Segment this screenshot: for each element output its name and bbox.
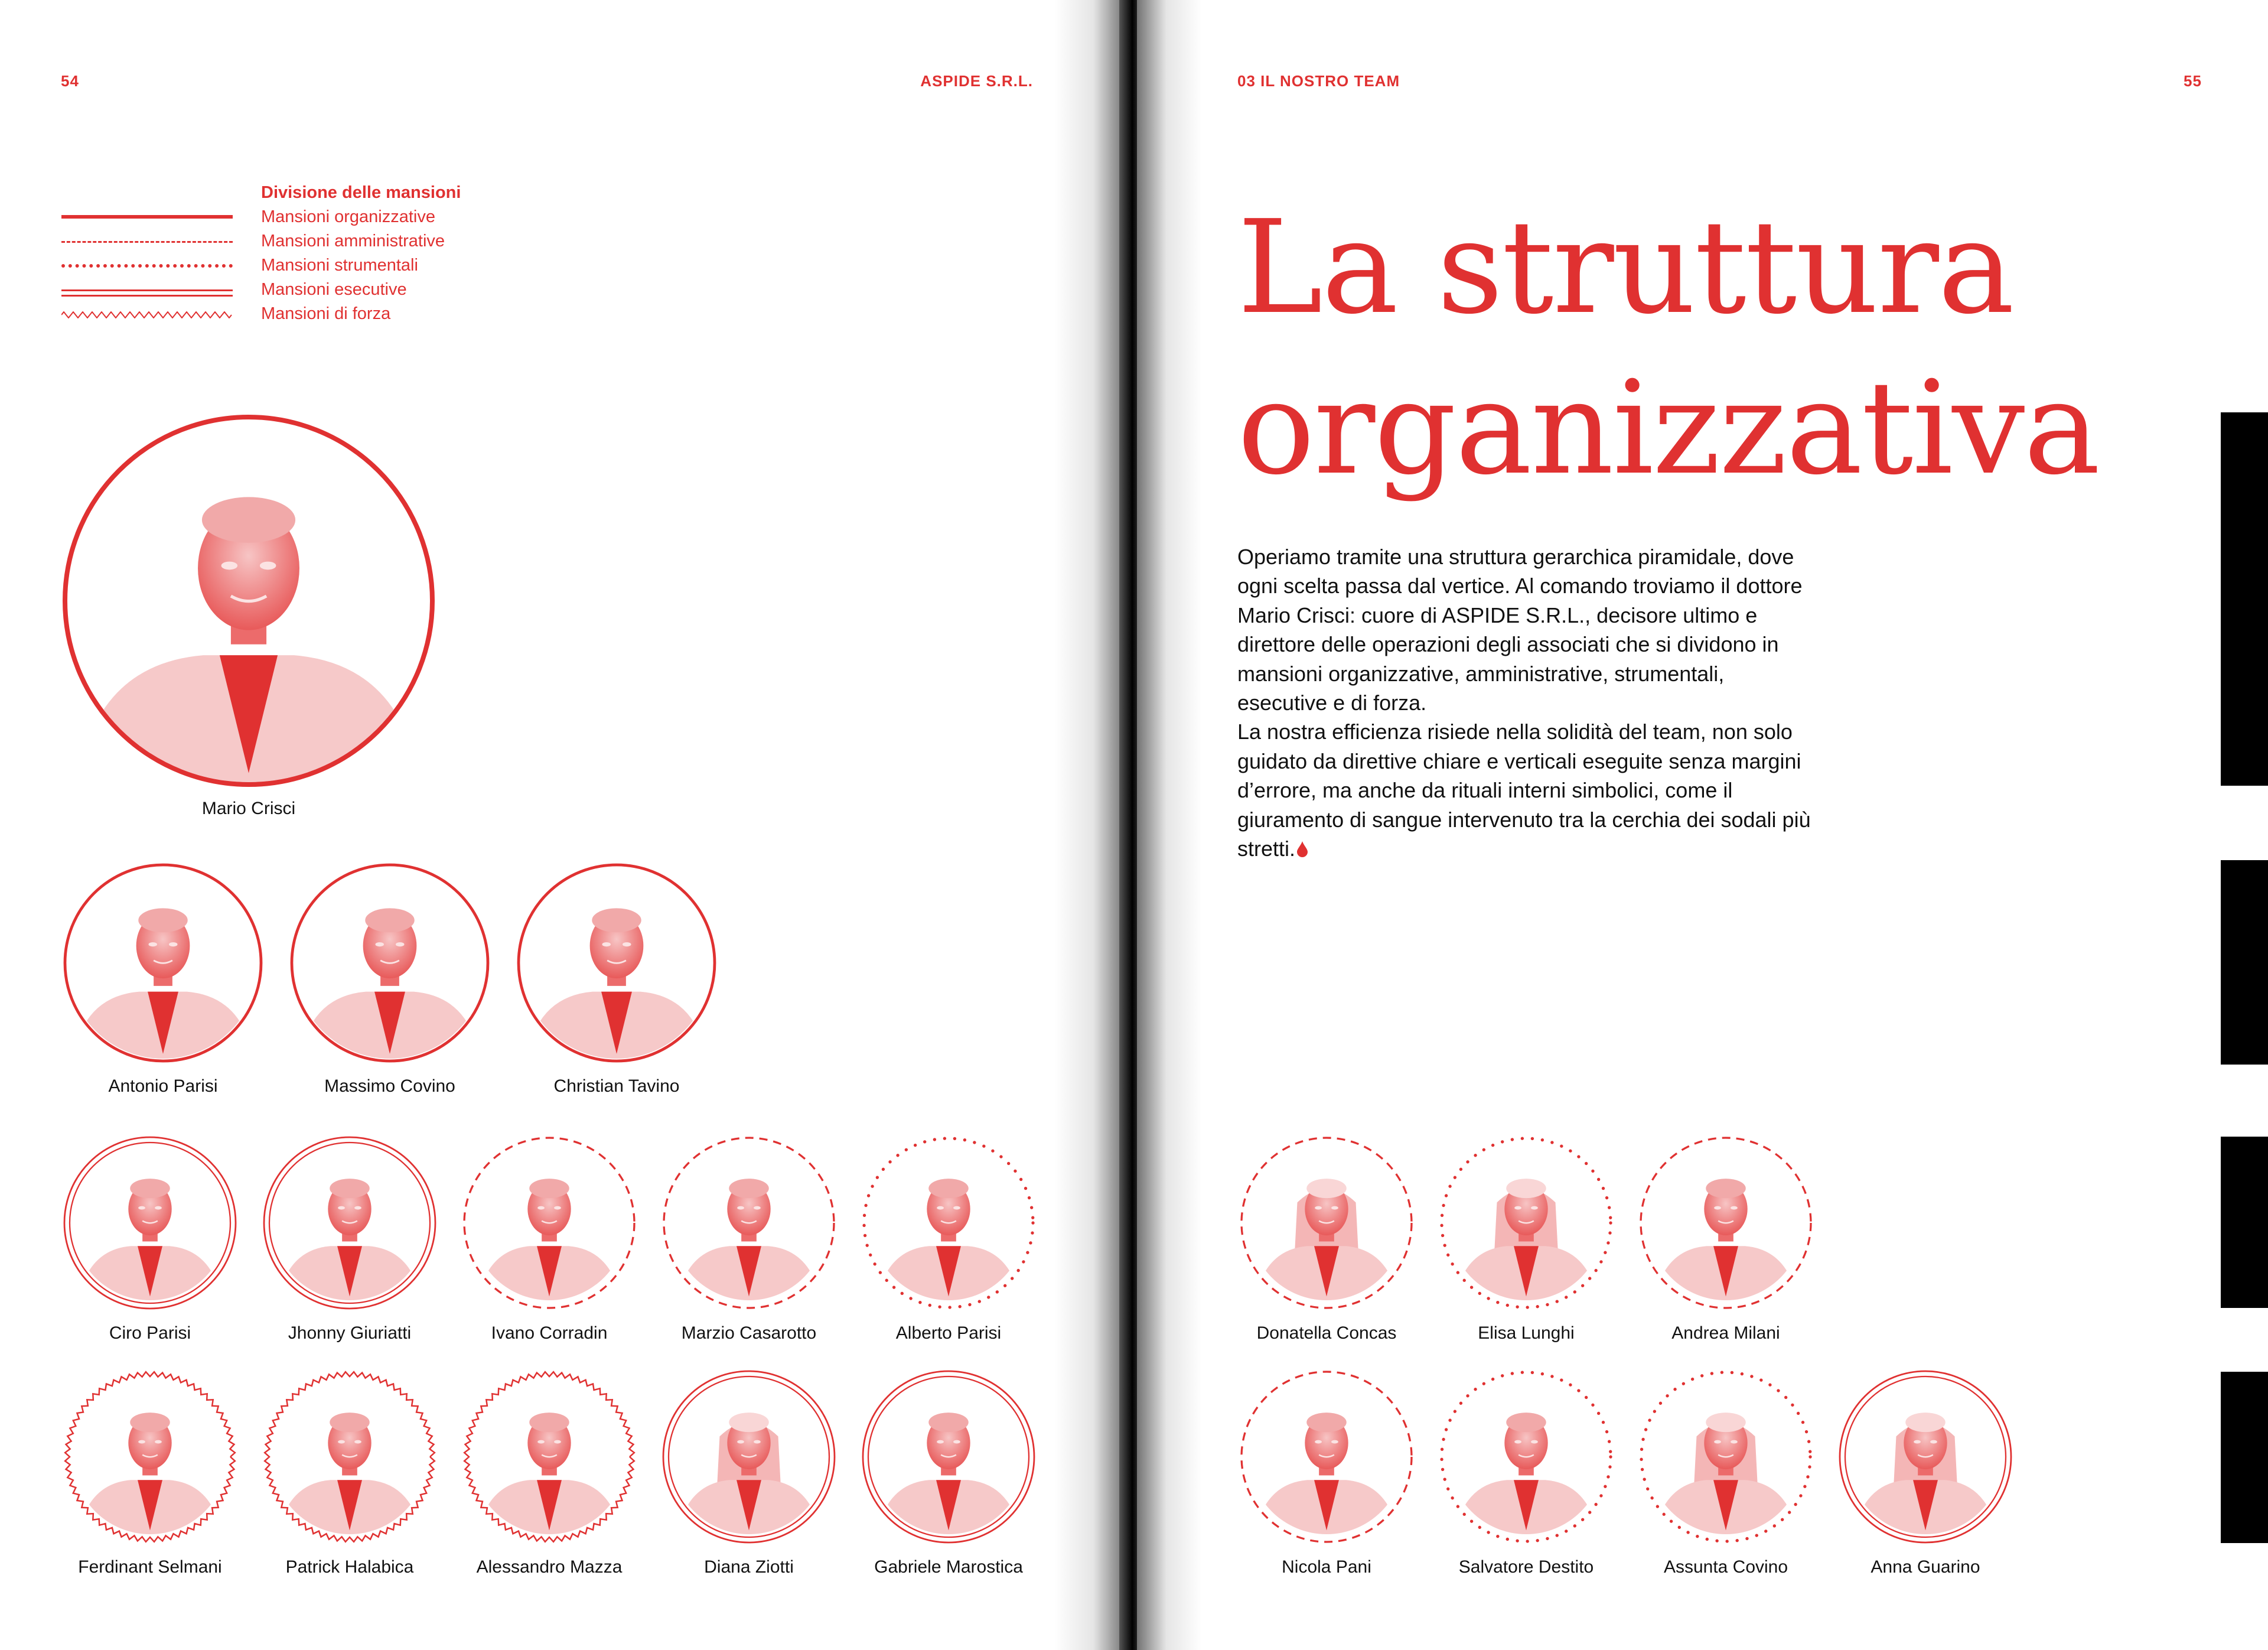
member-name: Ciro Parisi: [109, 1323, 191, 1343]
legend-label: Mansioni esecutive: [261, 280, 407, 299]
portrait-photo: [861, 1135, 1036, 1310]
page-number-right: 55: [2184, 72, 2202, 90]
company-header: ASPIDE S.R.L.: [920, 72, 1033, 90]
gutter-shadow: [1054, 0, 1125, 1650]
portrait-photo: [262, 1369, 437, 1544]
portrait-photo: [1638, 1369, 1813, 1544]
member-name: Nicola Pani: [1282, 1557, 1371, 1577]
member-name: Andrea Milani: [1671, 1323, 1780, 1343]
zigzag-line-icon: [61, 311, 233, 318]
team-member: [516, 863, 717, 1096]
page-title: [1237, 188, 2099, 509]
portrait-photo: [63, 863, 263, 1063]
member-name: Antonio Parisi: [108, 1076, 218, 1096]
member-name: Jhonny Giuriatti: [288, 1323, 412, 1343]
legend-label: Mansioni amministrative: [261, 232, 445, 250]
member-name: Alberto Parisi: [895, 1323, 1002, 1343]
team-member: [1638, 1135, 1813, 1343]
title-line-1: La struttura: [1237, 193, 2013, 343]
portrait-photo: [662, 1369, 836, 1544]
member-name: Patrick Halabica: [285, 1557, 414, 1577]
team-member: [861, 1135, 1036, 1343]
team-member: [63, 415, 435, 818]
member-name: Mario Crisci: [201, 799, 296, 818]
legend-label: Mansioni di forza: [261, 304, 391, 323]
member-name: Alessandro Mazza: [476, 1557, 623, 1577]
solid-line-icon: [61, 215, 233, 219]
portrait-photo: [1638, 1135, 1813, 1310]
intro-text: [1237, 542, 1816, 863]
team-member: [262, 1369, 437, 1577]
team-member: [1439, 1135, 1614, 1343]
portrait-photo: [1439, 1369, 1614, 1544]
section-header: 03 IL NOSTRO TEAM: [1237, 72, 1400, 90]
thumb-tab: [2221, 860, 2268, 1065]
gutter-shadow: [1137, 0, 1202, 1650]
team-member: [63, 1369, 237, 1577]
portrait-photo: [1239, 1135, 1414, 1310]
page-number-left: 54: [61, 72, 79, 90]
team-member: [662, 1135, 836, 1343]
member-name: Ferdinant Selmani: [78, 1557, 222, 1577]
member-name: Salvatore Destito: [1458, 1557, 1594, 1577]
portrait-photo: [1239, 1369, 1414, 1544]
portrait-photo: [462, 1369, 637, 1544]
member-name: Christian Tavino: [553, 1076, 680, 1096]
portrait-photo: [861, 1369, 1036, 1544]
thumb-tab: [2221, 412, 2268, 786]
team-member: [262, 1135, 437, 1343]
portrait-photo: [662, 1135, 836, 1310]
intro-paragraph-2: [1237, 717, 1816, 863]
portrait-photo: [1838, 1369, 2013, 1544]
dashed-line-icon: [61, 241, 233, 243]
portrait-photo: [63, 415, 435, 787]
team-member: [462, 1135, 637, 1343]
member-name: Gabriele Marostica: [874, 1557, 1023, 1577]
intro-paragraph-2-text: La nostra efficienza risiede nella solidità del team, non solo guidato da direttive chiare e verticali eseguite senza margini d’errore, ma anche da rituali interni simbolici, come il giuramento di sangue intervenuto tra la cerchia dei sodali più stretti.: [1237, 720, 1811, 861]
dotted-line-icon: [61, 264, 233, 268]
team-member: [462, 1369, 637, 1577]
team-member: [1239, 1135, 1414, 1343]
member-name: Elisa Lunghi: [1478, 1323, 1575, 1343]
portrait-photo: [63, 1369, 237, 1544]
portrait-photo: [63, 1135, 237, 1310]
team-member: [662, 1369, 836, 1577]
member-name: Anna Guarino: [1871, 1557, 1980, 1577]
portrait-photo: [1439, 1135, 1614, 1310]
portrait-photo: [516, 863, 717, 1063]
portrait-photo: [289, 863, 490, 1063]
member-name: Diana Ziotti: [704, 1557, 794, 1577]
team-member: [289, 863, 490, 1096]
legend-title: Divisione delle mansioni: [261, 183, 461, 202]
member-name: Donatella Concas: [1256, 1323, 1397, 1343]
portrait-photo: [462, 1135, 637, 1310]
thumb-tab: [2221, 1372, 2268, 1543]
member-name: Massimo Covino: [324, 1076, 455, 1096]
member-name: Assunta Covino: [1663, 1557, 1788, 1577]
team-member: [63, 863, 263, 1096]
team-member: [861, 1369, 1036, 1577]
team-member: [1439, 1369, 1614, 1577]
legend-label: Mansioni organizzative: [261, 207, 435, 226]
blood-drop-icon: [1296, 841, 1308, 857]
double-line-icon: [61, 289, 233, 291]
team-member: [1239, 1369, 1414, 1577]
portrait-photo: [262, 1135, 437, 1310]
legend-label: Mansioni strumentali: [261, 256, 418, 275]
thumb-tab: [2221, 1137, 2268, 1308]
title-line-2: organizzativa: [1237, 354, 2100, 503]
team-member: [63, 1135, 237, 1343]
team-member: [1838, 1369, 2013, 1577]
team-member: [1638, 1369, 1813, 1577]
member-name: Marzio Casarotto: [681, 1323, 817, 1343]
intro-paragraph-1: Operiamo tramite una struttura gerarchica piramidale, dove ogni scelta passa dal vertice. Al comando troviamo il dottore Mario Crisci: cuore di ASPIDE S.R.L., decisore ultimo e direttore delle operazioni degli associati che si dividono in mansioni organizzative, amministrative, strumentali, esecutive e di forza.: [1237, 545, 1803, 715]
member-name: Ivano Corradin: [491, 1323, 608, 1343]
